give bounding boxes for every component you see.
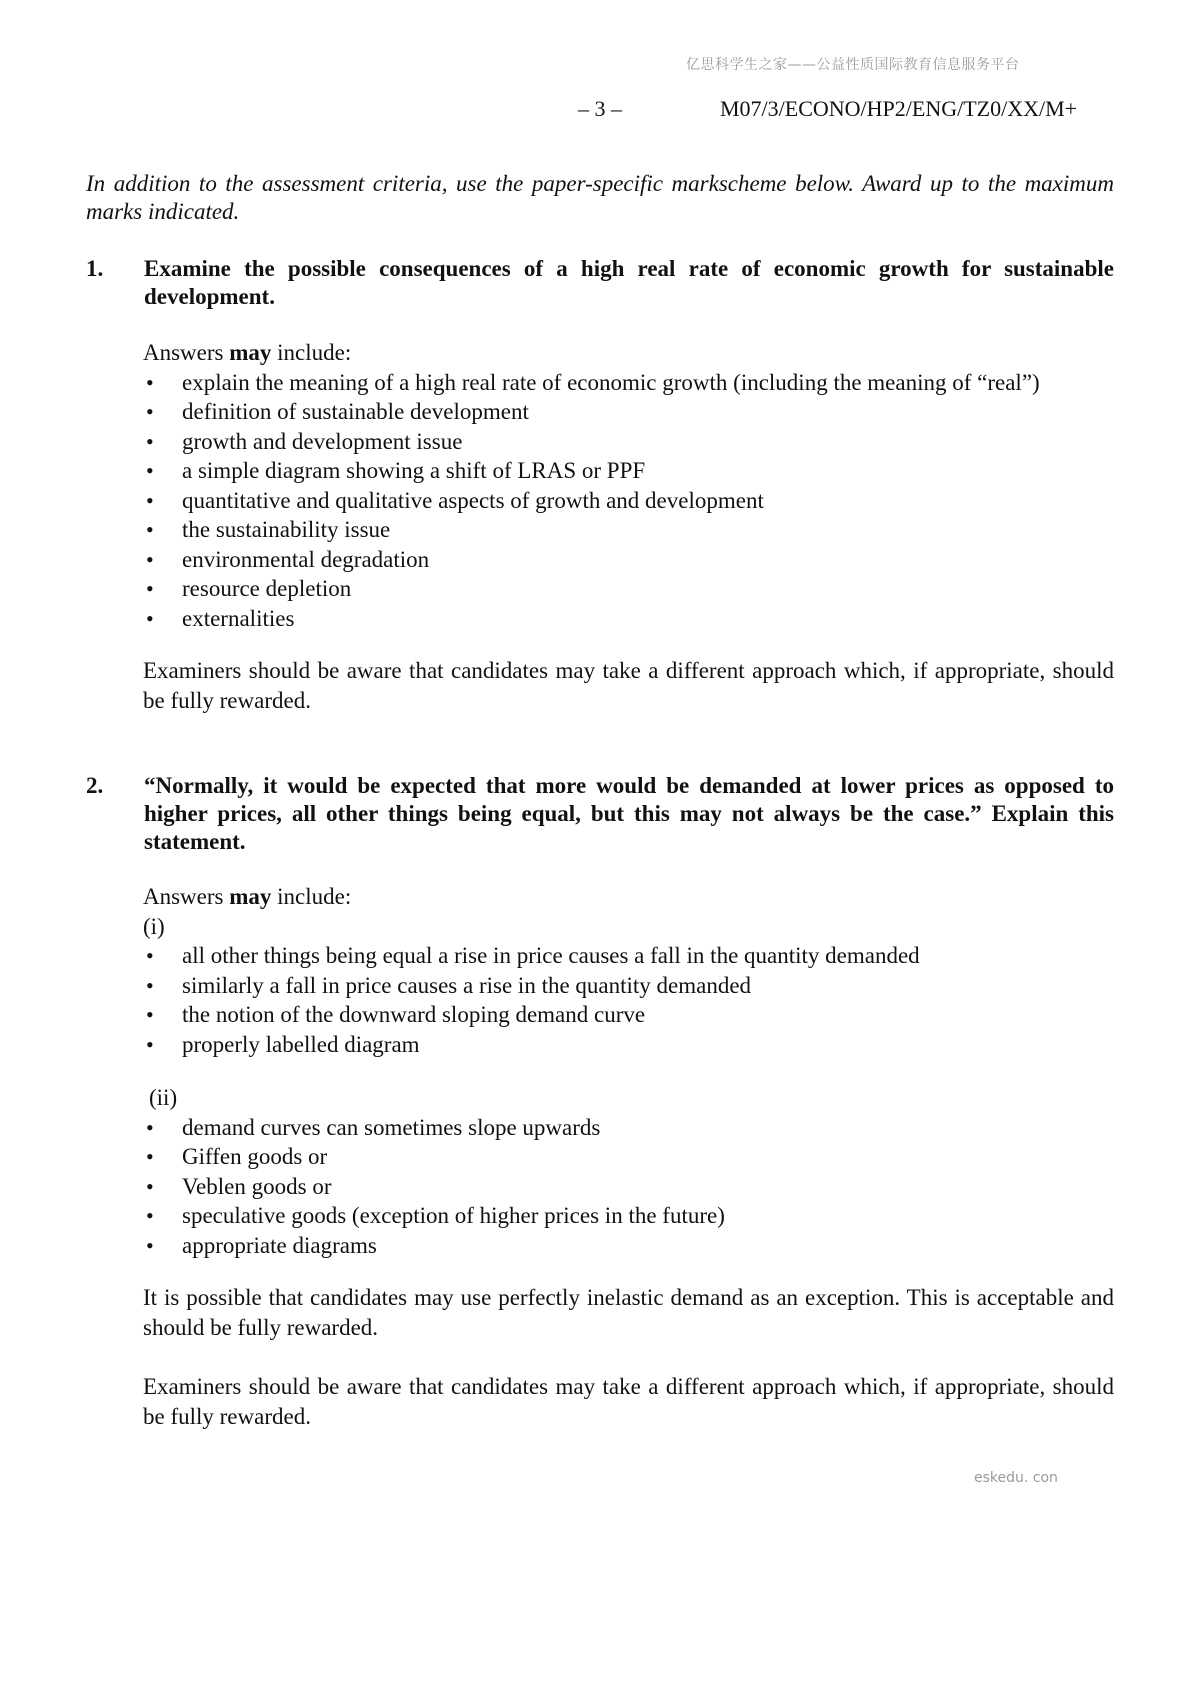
examiner-note: Examiners should be aware that candidates may take a different approach which, if appropriate, should be fully rewarded. <box>143 1374 1114 1429</box>
bullet-item: • similarly a fall in price causes a rise in the quantity demanded <box>143 971 1114 1001</box>
bullet-item: • demand curves can sometimes slope upwards <box>143 1113 1114 1143</box>
question-1-bullet-list <box>143 368 1114 634</box>
paper-code: M07/3/ECONO/HP2/ENG/TZ0/XX/M+ <box>720 96 1078 121</box>
bullet-item: • definition of sustainable development <box>143 397 1114 427</box>
question-2-part-ii <box>143 1083 1114 1260</box>
question-2-number: 2. <box>86 773 104 798</box>
part-i-label: (i) <box>143 913 165 939</box>
bullet-item: • environmental degradation <box>143 545 1114 575</box>
bullet-item: • the sustainability issue <box>143 515 1114 545</box>
page-number: – 3 – <box>578 96 622 121</box>
question-2-note-2 <box>143 1372 1114 1431</box>
question-2 <box>86 772 1114 856</box>
answers-intro: Answers may include: <box>143 340 352 365</box>
bullet-item: • Giffen goods or <box>143 1142 1114 1172</box>
bullet-item: • speculative goods (exception of higher prices in the future) <box>143 1201 1114 1231</box>
part-ii-label: (ii) <box>149 1085 178 1110</box>
bullet-item: • growth and development issue <box>143 427 1114 457</box>
bullet-item: • Veblen goods or <box>143 1172 1114 1202</box>
bullet-item: • a simple diagram showing a shift of LRAS or PPF <box>143 456 1114 486</box>
bullet-item: • resource depletion <box>143 574 1114 604</box>
question-2-text: “Normally, it would be expected that more would be demanded at lower prices as opposed to higher prices, all other things being equal, but this may not always be the case.” Explain this statement. <box>144 773 1114 854</box>
watermark-top: 亿思科学生之家——公益性质国际教育信息服务平台 <box>686 57 1020 73</box>
bullet-item: • explain the meaning of a high real rate of economic growth (including the meaning of “real”) <box>143 368 1114 398</box>
intro-instructions: In addition to the assessment criteria, use the paper-specific markscheme below. Award up to the maximum marks indicated. <box>86 171 1114 224</box>
question-1 <box>86 255 1114 311</box>
question-2-part-ii-bullets <box>143 1113 1114 1261</box>
examiner-note: It is possible that candidates may use perfectly inelastic demand as an exception. This is acceptable and should be fully rewarded. <box>143 1285 1114 1340</box>
bullet-item: • quantitative and qualitative aspects of growth and development <box>143 486 1114 516</box>
watermark-bottom: eskedu. con <box>974 1470 1058 1486</box>
bullet-item: • appropriate diagrams <box>143 1231 1114 1261</box>
examiner-note: Examiners should be aware that candidates may take a different approach which, if appropriate, should be fully rewarded. <box>143 658 1114 713</box>
question-1-answers <box>143 338 1114 633</box>
bullet-item: • all other things being equal a rise in price causes a fall in the quantity demanded <box>143 941 1114 971</box>
bullet-item: • the notion of the downward sloping demand curve <box>143 1000 1114 1030</box>
question-1-note <box>143 656 1114 715</box>
question-2-note-1 <box>143 1283 1114 1342</box>
question-1-text: Examine the possible consequences of a high real rate of economic growth for sustainable development. <box>144 256 1114 309</box>
question-2-answers <box>143 882 1114 1059</box>
question-1-number: 1. <box>86 256 104 281</box>
bullet-item: • properly labelled diagram <box>143 1030 1114 1060</box>
question-2-part-i-bullets <box>143 941 1114 1059</box>
bullet-item: • externalities <box>143 604 1114 634</box>
answers-intro: Answers may include: <box>143 884 352 909</box>
